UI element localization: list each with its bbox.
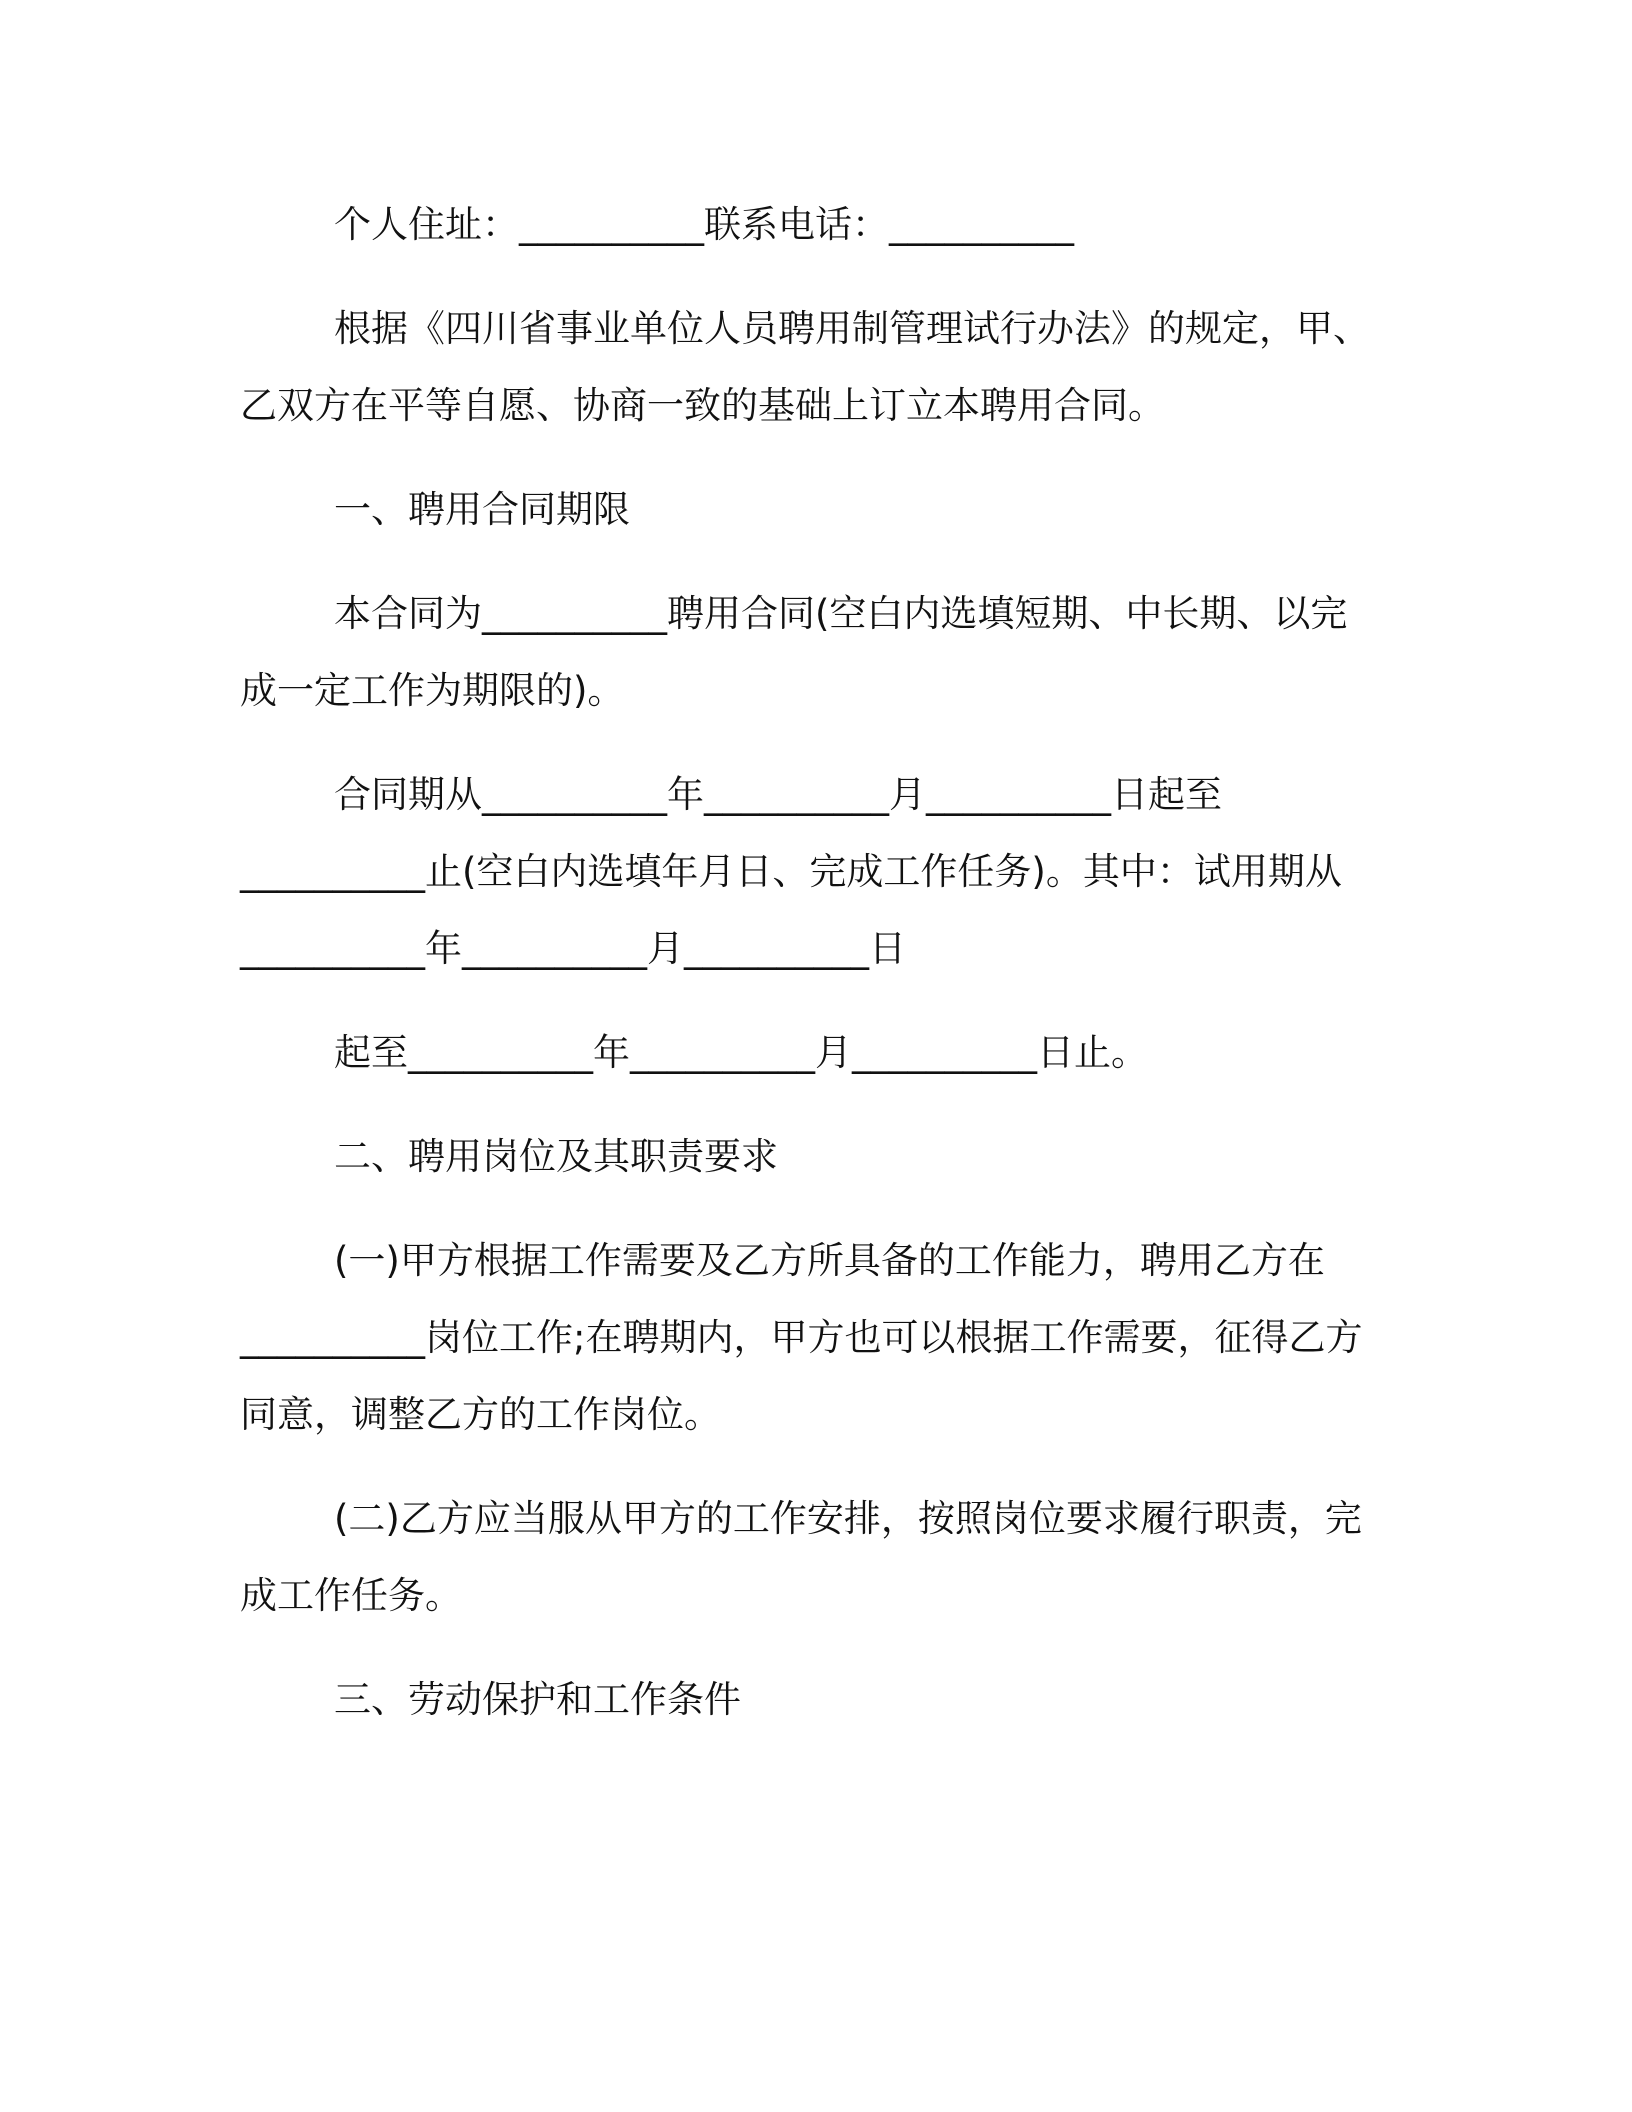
text-line: 同意，调整乙方的工作岗位。 bbox=[240, 1393, 721, 1436]
text-line: (一)甲方根据工作需要及乙方所具备的工作能力，聘用乙方在 bbox=[334, 1239, 1325, 1282]
heading-text: 二、聘用岗位及其职责要求 bbox=[334, 1135, 778, 1178]
text-line: 本合同为__________聘用合同(空白内选填短期、中长期、以完 bbox=[334, 592, 1348, 635]
paragraph-contract-period bbox=[240, 756, 1370, 987]
section-heading-3 bbox=[240, 1661, 1370, 1738]
text-line: 个人住址：__________联系电话：__________ bbox=[334, 203, 1074, 246]
paragraph-clause-2-2 bbox=[240, 1480, 1370, 1634]
text-line: 成工作任务。 bbox=[240, 1574, 462, 1617]
document-body bbox=[240, 186, 1370, 1765]
text-line: 成一定工作为期限的)。 bbox=[240, 669, 625, 712]
heading-text: 三、劳动保护和工作条件 bbox=[334, 1678, 741, 1721]
paragraph-address-phone bbox=[240, 186, 1370, 263]
section-heading-2 bbox=[240, 1118, 1370, 1195]
text-line: 合同期从__________年__________月__________日起至 bbox=[334, 773, 1222, 816]
text-line: 起至__________年__________月__________日止。 bbox=[334, 1031, 1148, 1074]
paragraph-basis bbox=[240, 290, 1370, 444]
paragraph-clause-2-1 bbox=[240, 1222, 1370, 1453]
heading-text: 一、聘用合同期限 bbox=[334, 488, 630, 531]
text-line: 乙双方在平等自愿、协商一致的基础上订立本聘用合同。 bbox=[240, 384, 1165, 427]
text-line: 根据《四川省事业单位人员聘用制管理试行办法》的规定，甲、 bbox=[334, 307, 1370, 350]
paragraph-contract-type bbox=[240, 575, 1370, 729]
text-line: __________止(空白内选填年月日、完成工作任务)。其中：试用期从 bbox=[240, 850, 1342, 893]
text-line: __________岗位工作;在聘期内，甲方也可以根据工作需要，征得乙方 bbox=[240, 1316, 1363, 1359]
paragraph-probation-end bbox=[240, 1014, 1370, 1091]
text-line: (二)乙方应当服从甲方的工作安排，按照岗位要求履行职责，完 bbox=[334, 1497, 1362, 1540]
text-line: __________年__________月__________日 bbox=[240, 927, 906, 970]
section-heading-1 bbox=[240, 471, 1370, 548]
